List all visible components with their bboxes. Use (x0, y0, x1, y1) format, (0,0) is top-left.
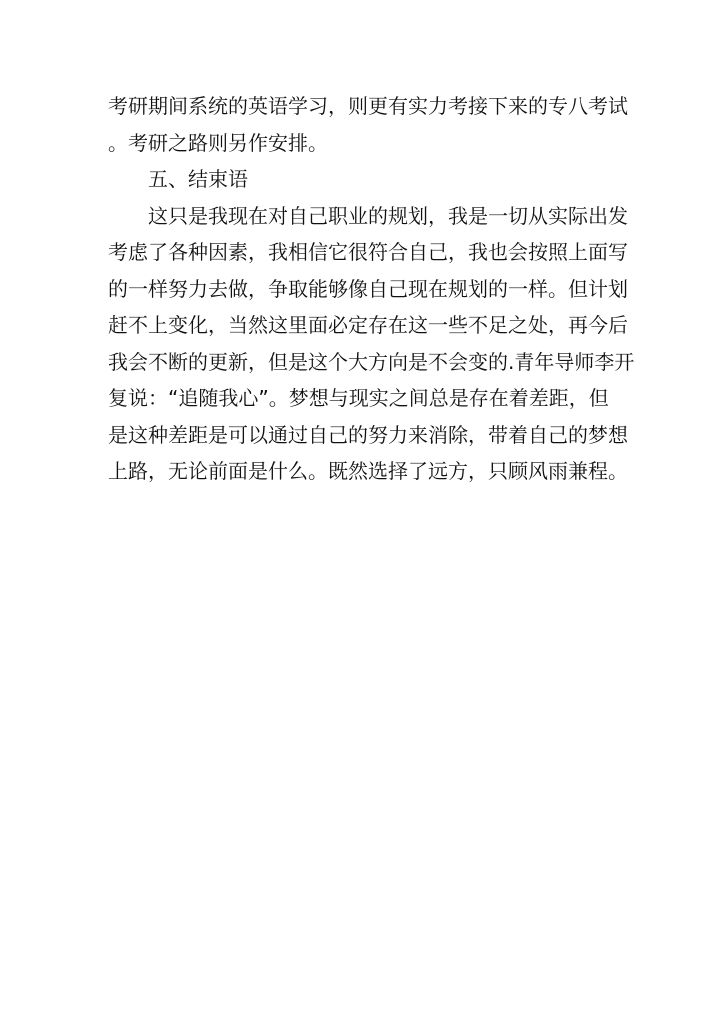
paragraph-line: 考研期间系统的英语学习，则更有实力考接下来的专八考试 (108, 94, 628, 118)
paragraph-line: 的一样努力去做，争取能够像自己现在规划的一样。但计划 (108, 276, 628, 301)
paragraph-line: 这只是我现在对自己职业的规划，我是一切从实际出发 (148, 203, 628, 228)
paragraph-line: 是这种差距是可以通过自己的努力来消除，带着自己的梦想 (108, 422, 628, 447)
document-body (108, 88, 635, 490)
paragraph-line: 上路，无论前面是什么。既然选择了远方，只顾风雨兼程。 (108, 459, 628, 483)
paragraph-line: 。考研之路则另作安排。 (108, 130, 328, 155)
paragraph-line: 赶不上变化，当然这里面必定存在这一些不足之处，再今后 (108, 313, 628, 337)
section-heading: 五、结束语 (148, 167, 248, 191)
paragraph-line: 复说：“追随我心”。梦想与现实之间总是存在着差距，但 (108, 386, 609, 410)
paragraph-line: 我会不断的更新，但是这个大方向是不会变的.青年导师李开 (108, 349, 635, 374)
paragraph-line: 考虑了各种因素，我相信它很符合自己，我也会按照上面写 (108, 240, 628, 264)
